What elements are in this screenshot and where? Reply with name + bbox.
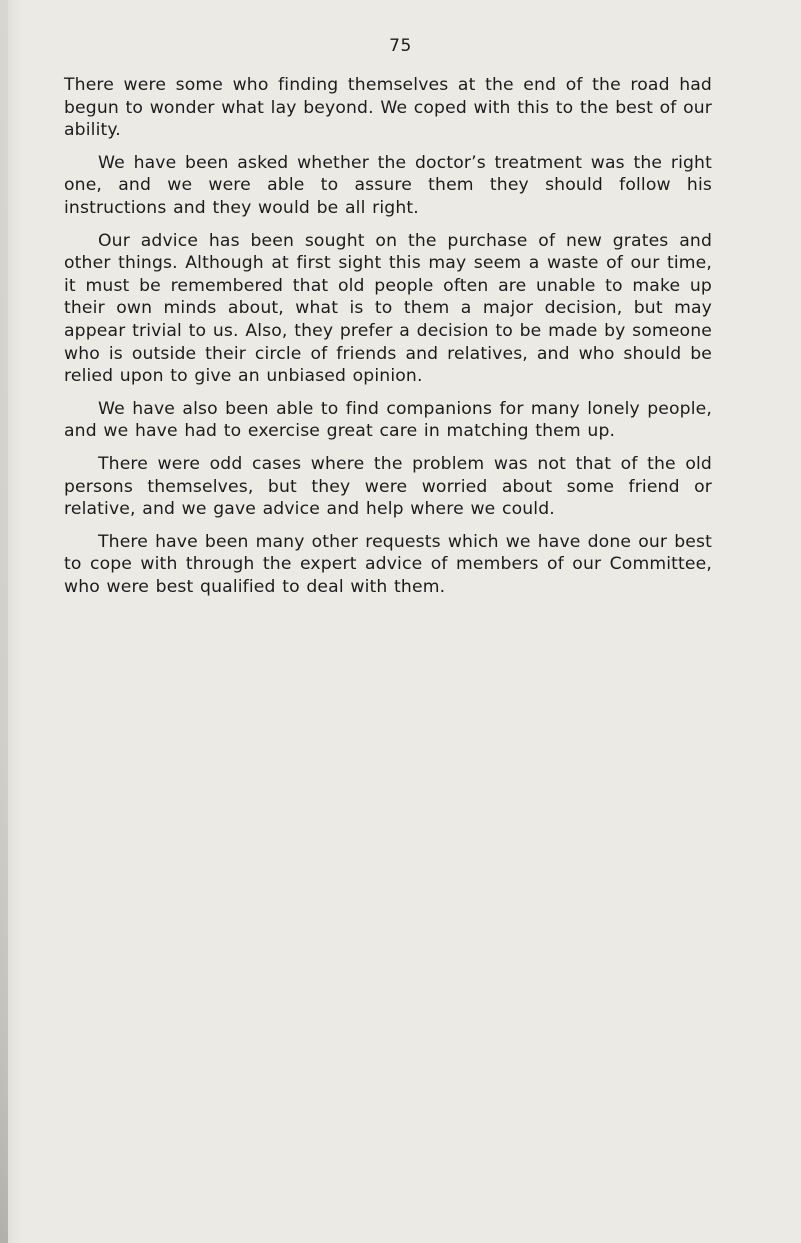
body-text (64, 74, 712, 608)
paragraph-road-beyond: There were some who finding themselves at the end of the road had begun to wonder what lay beyond. We coped with this to the best of our ability. (64, 75, 713, 141)
binding-edge-shadow (0, 0, 8, 1243)
page-number: 75 (389, 36, 412, 56)
paragraph-other-requests: There have been many other requests which we have done our best to cope with through the expert advice of members of our Committee, who were best qualified to deal with them. (64, 531, 712, 597)
paragraph-companions: We have also been able to find companions for many lonely people, and we have had to exercise great care in matching them up. (64, 398, 712, 442)
paragraph-purchase-advice: Our advice has been sought on the purchase of new grates and other things. Although at first sight this may seem a waste of our time, it must be remembered that old people often are unable to make up their own minds about, what is to them a major decision, but may appear trivial to us. Also, they prefer a decision to be made by someone who is outside their circle of friends and relatives, and who should be relied upon to give an unbiased opinion. (64, 230, 712, 387)
paragraph-doctor-treatment: We have been asked whether the doctor’s treatment was the right one, and we were able to assure them they should follow his instructions and they would be all right. (64, 152, 712, 218)
paragraph-odd-cases: There were odd cases where the problem was not that of the old persons themselves, but they were worried about some friend or relative, and we gave advice and help where we could. (64, 453, 712, 520)
